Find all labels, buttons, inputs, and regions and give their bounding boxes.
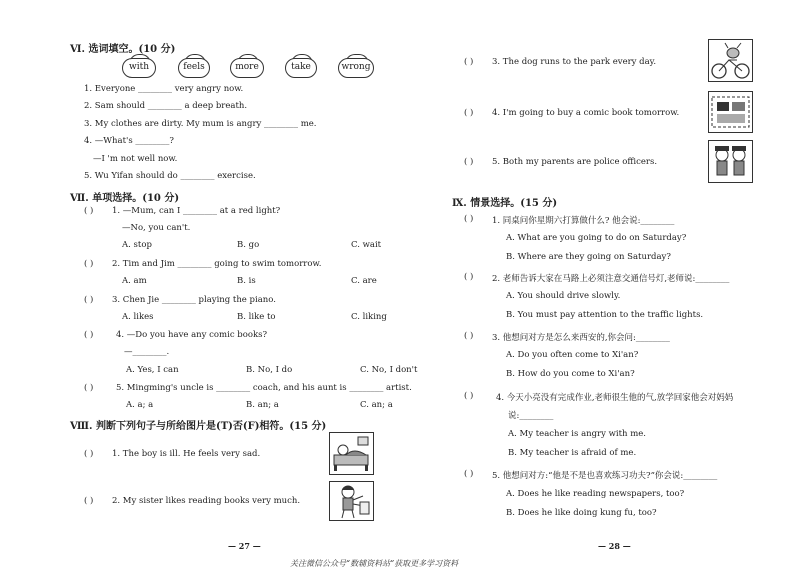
s7-q1-option-a: A. stop: [122, 240, 152, 250]
s7-q1-stem: 1. —Mum, can I ________ at a red light?: [112, 206, 281, 216]
word-cloud-with: with: [122, 58, 156, 78]
s6-item-5: 5. Wu Yifan should do ________ exercise.: [84, 171, 256, 181]
section-6-title: Ⅵ. 选词填空。(10 分): [70, 44, 176, 55]
s7-q2-stem: 2. Tim and Jim ________ going to swim tomorrow.: [112, 259, 322, 269]
s9-q3-option-b: B. How do you come to Xi'an?: [506, 369, 635, 379]
s7-q3-option-b: B. like to: [237, 312, 276, 322]
s9-q3-stem: 3. 他想问对方是怎么来西安的,你会问:________: [492, 333, 670, 343]
word-cloud-more: more: [230, 58, 264, 78]
comic-book-image: [708, 91, 753, 133]
s6-item-2: 2. Sam should ________ a deep breath.: [84, 101, 248, 111]
word-cloud-feels: feels: [178, 58, 210, 78]
s9-q1-option-b: B. Where are they going on Saturday?: [506, 252, 671, 262]
footer-banner: 关注微信公众号“数辅资料站”获取更多学习资料: [290, 559, 459, 568]
s7-q4-option-b: B. No, I do: [246, 365, 293, 375]
sick-boy-in-bed-image: [329, 432, 374, 475]
s7-q1-line2: —No, you can't.: [122, 223, 191, 233]
s9-q4-paren: ( ): [464, 391, 474, 401]
s9-q1-stem: 1. 同桌问你星期六打算做什么? 他会说:________: [492, 216, 675, 226]
s9-q4-option-a: A. My teacher is angry with me.: [508, 429, 647, 439]
word-cloud-wrong: wrong: [338, 58, 374, 78]
s7-q3-paren: ( ): [84, 295, 94, 305]
s7-q2-paren: ( ): [84, 259, 94, 269]
s9-q3-paren: ( ): [464, 331, 474, 341]
s9-q4-option-b: B. My teacher is afraid of me.: [508, 448, 637, 458]
s7-q4-option-c: C. No, I don't: [360, 365, 418, 375]
s8-item-4-text: 4. I'm going to buy a comic book tomorrow.: [492, 108, 680, 118]
s7-q5-stem: 5. Mingming's uncle is ________ coach, and his aunt is ________ artist.: [116, 383, 412, 393]
sister-playing-image: [329, 481, 374, 521]
s6-item-3: 3. My clothes are dirty. My mum is angry ________ me.: [84, 119, 317, 129]
s8-item-3-paren: ( ): [464, 57, 474, 67]
dog-on-bike-image: [708, 39, 753, 82]
s7-q3-option-a: A. likes: [122, 312, 154, 322]
s6-item-4-answer: —I 'm not well now.: [93, 154, 178, 164]
s8-item-2-text: 2. My sister likes reading books very much.: [112, 496, 301, 506]
s9-q5-option-b: B. Does he like doing kung fu, too?: [506, 508, 657, 518]
s7-q1-paren: ( ): [84, 206, 94, 216]
s7-q4-line2: —________.: [124, 347, 170, 357]
s7-q1-option-b: B. go: [237, 240, 260, 250]
s9-q5-option-a: A. Does he like reading newspapers, too?: [506, 489, 685, 499]
section-9-title: Ⅸ. 情景选择。(15 分): [452, 198, 558, 209]
s7-q4-paren: ( ): [84, 330, 94, 340]
section-7-title: Ⅶ. 单项选择。(10 分): [70, 193, 180, 204]
s8-item-5-paren: ( ): [464, 157, 474, 167]
s9-q1-option-a: A. What are you going to do on Saturday?: [506, 233, 687, 243]
s7-q2-option-a: A. am: [122, 276, 147, 286]
s7-q3-stem: 3. Chen Jie ________ playing the piano.: [112, 295, 276, 305]
police-officers-image: [708, 140, 753, 183]
s6-item-1: 1. Everyone ________ very angry now.: [84, 84, 244, 94]
s7-q5-option-b: B. an; a: [246, 400, 279, 410]
s8-item-1-text: 1. The boy is ill. He feels very sad.: [112, 449, 261, 459]
word-cloud-take: take: [285, 58, 317, 78]
s9-q5-stem: 5. 他想问对方:“他是不是也喜欢练习功夫?”你会说:________: [492, 471, 718, 481]
s7-q1-option-c: C. wait: [351, 240, 382, 250]
s9-q2-option-a: A. You should drive slowly.: [506, 291, 621, 301]
s8-item-5-text: 5. Both my parents are police officers.: [492, 157, 658, 167]
s9-q3-option-a: A. Do you often come to Xi'an?: [506, 350, 639, 360]
s7-q5-option-a: A. a; a: [126, 400, 154, 410]
s7-q4-stem: 4. —Do you have any comic books?: [116, 330, 268, 340]
s7-q5-option-c: C. an; a: [360, 400, 393, 410]
page-number-right: — 28 —: [598, 541, 631, 551]
s6-item-4: 4. —What's ________?: [84, 136, 174, 146]
section-8-title: Ⅷ. 判断下列句子与所给图片是(T)否(F)相符。(15 分): [70, 421, 327, 432]
s7-q2-option-b: B. is: [237, 276, 256, 286]
page-number-left: — 27 —: [228, 541, 261, 551]
s8-item-3-text: 3. The dog runs to the park every day.: [492, 57, 657, 67]
s9-q2-stem: 2. 老师告诉大家在马路上必须注意交通信号灯,老师说:________: [492, 274, 730, 284]
s8-item-1-paren: ( ): [84, 449, 94, 459]
s9-q4-stem-cont: 说:________: [508, 411, 554, 421]
s9-q5-paren: ( ): [464, 469, 474, 479]
s8-item-4-paren: ( ): [464, 108, 474, 118]
s9-q2-option-b: B. You must pay attention to the traffic lights.: [506, 310, 704, 320]
s9-q4-stem: 4. 今天小亮没有完成作业,老师很生他的气,放学回家他会对妈妈: [496, 393, 734, 403]
s9-q2-paren: ( ): [464, 272, 474, 282]
s7-q5-paren: ( ): [84, 383, 94, 393]
s7-q3-option-c: C. liking: [351, 312, 387, 322]
s9-q1-paren: ( ): [464, 214, 474, 224]
s7-q4-option-a: A. Yes, I can: [126, 365, 179, 375]
s8-item-2-paren: ( ): [84, 496, 94, 506]
s7-q2-option-c: C. are: [351, 276, 377, 286]
